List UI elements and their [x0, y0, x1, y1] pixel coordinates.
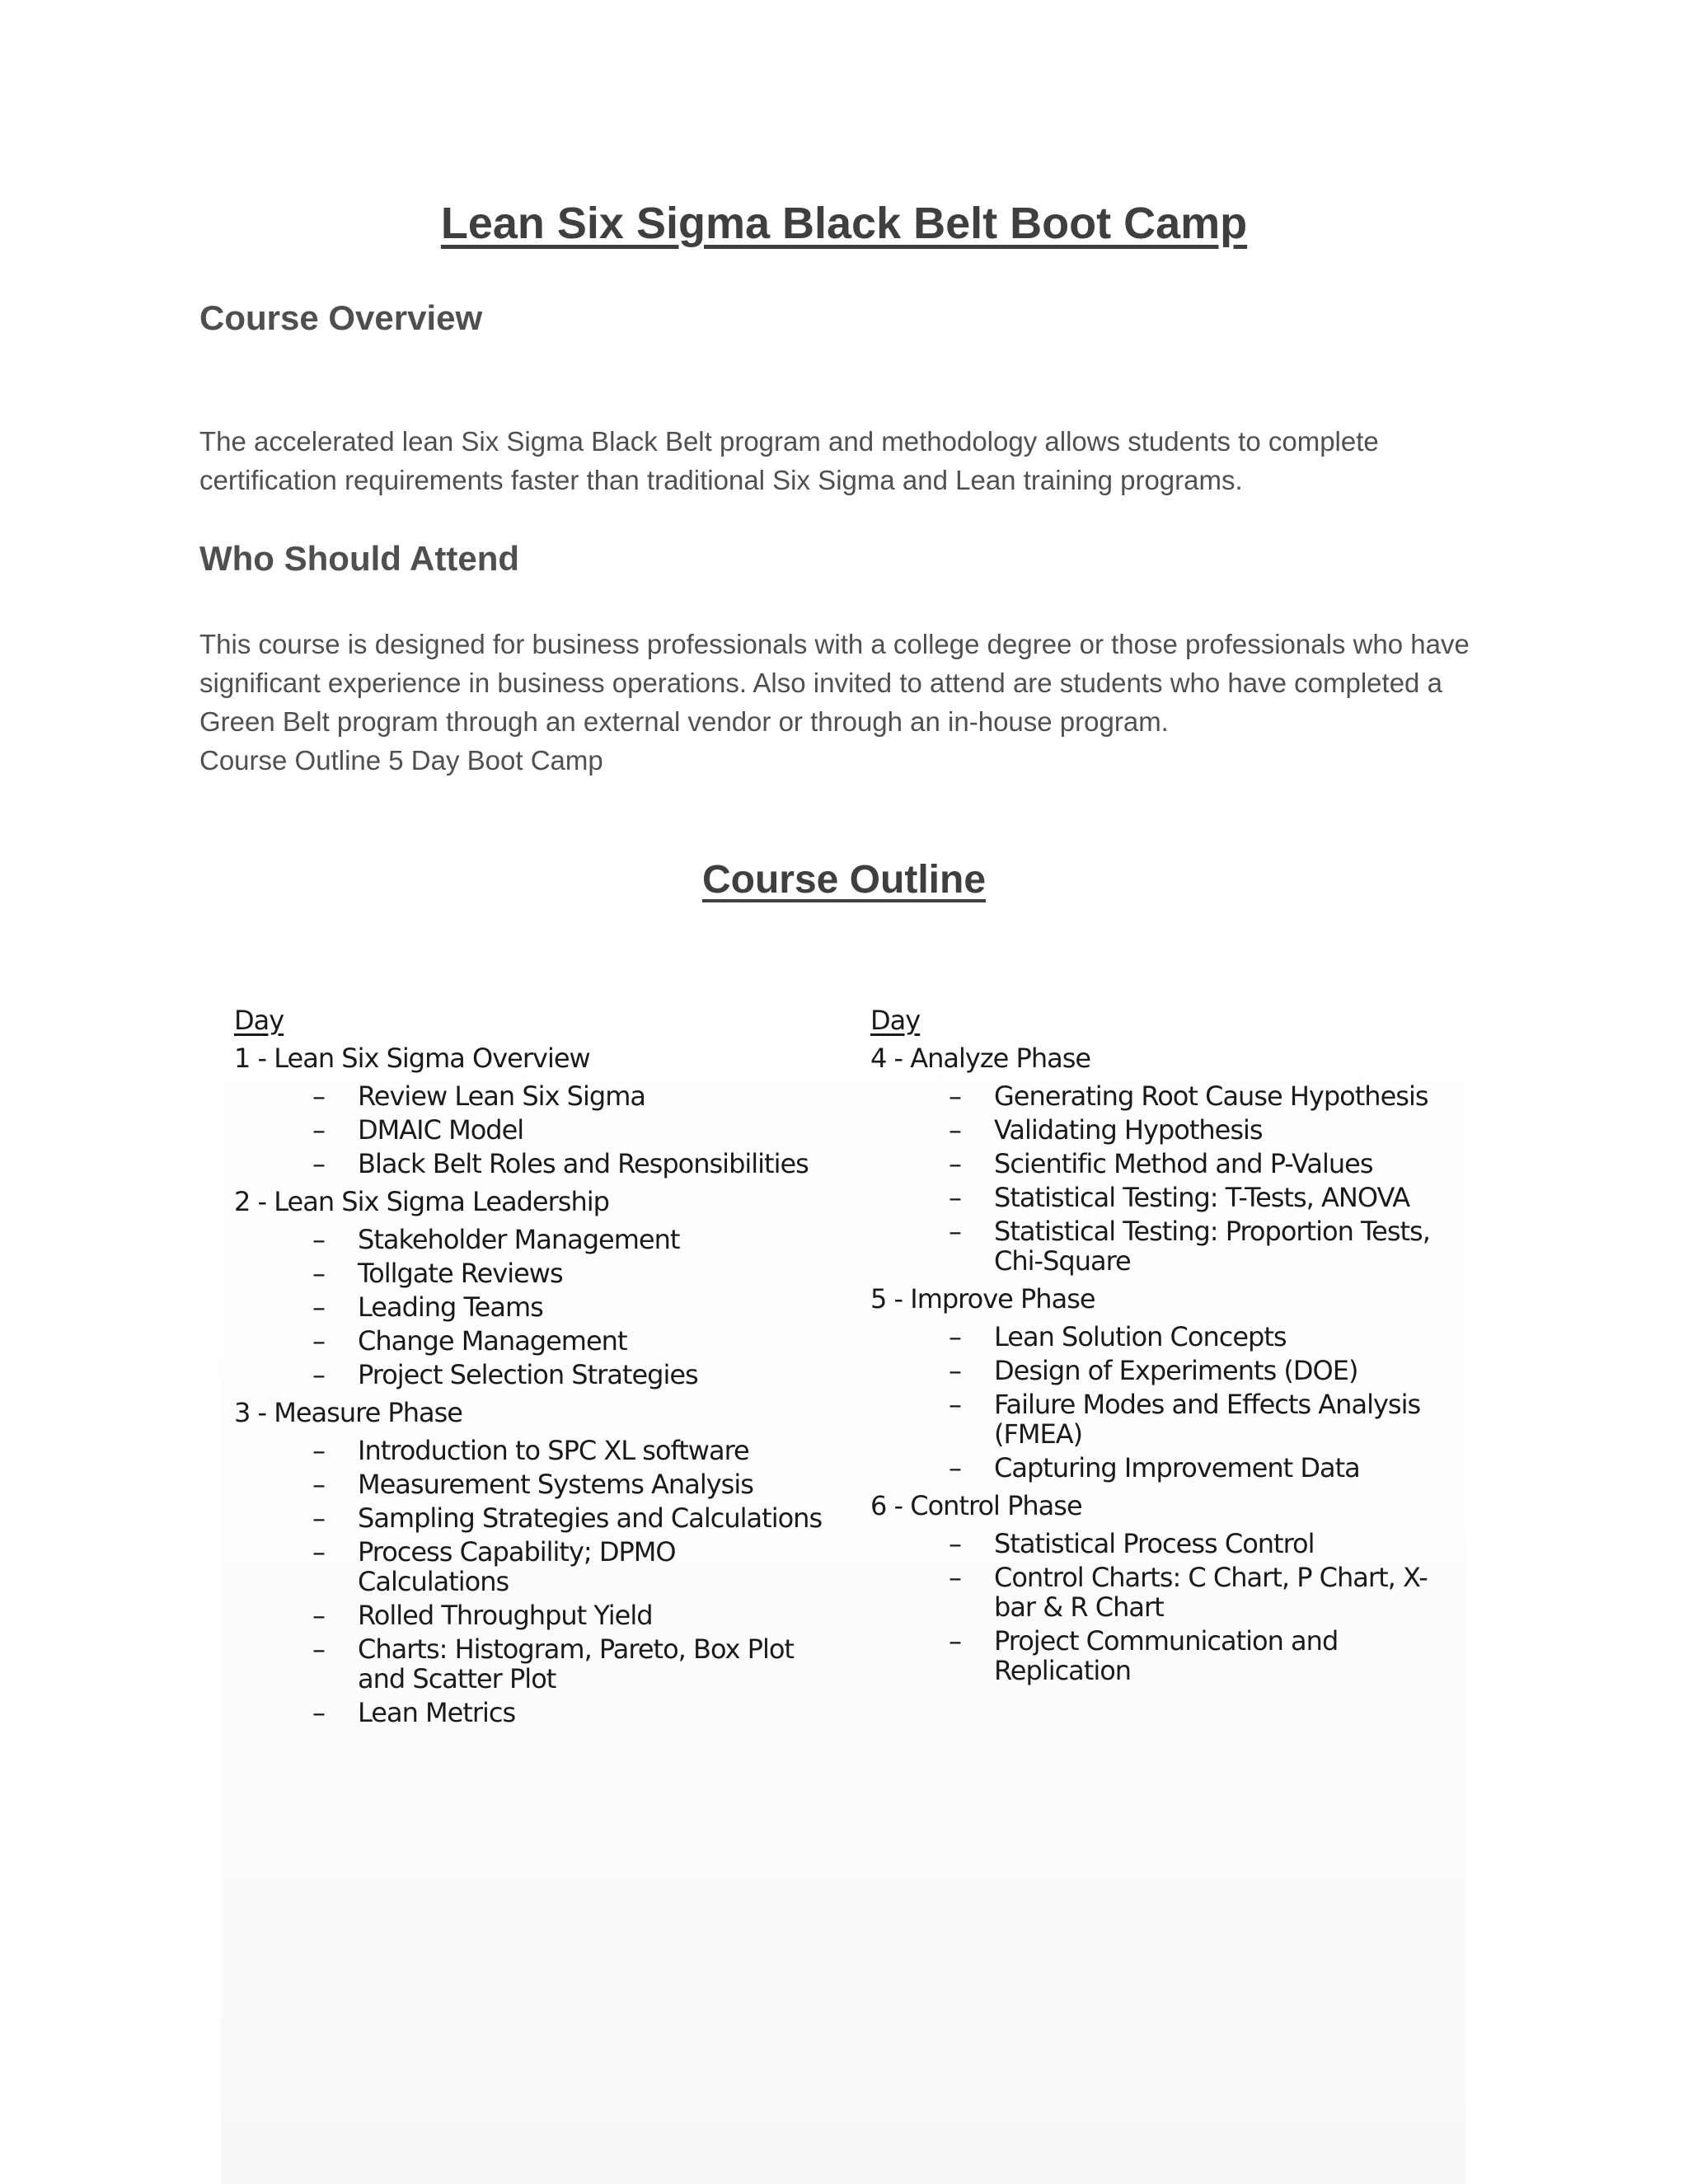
list-item-text: Failure Modes and Effects Analysis (FMEA)	[994, 1389, 1421, 1450]
list-item-text: Leading Teams	[358, 1291, 543, 1323]
list-item-text: Project Selection Strategies	[358, 1359, 698, 1390]
list-item-text: Tollgate Reviews	[358, 1258, 563, 1289]
day-2-heading: 2 - Lean Six Sigma Leadership	[234, 1186, 609, 1217]
dash-bullet: –	[312, 1148, 325, 1179]
list-item	[234, 1258, 844, 1288]
list-item	[870, 1390, 1464, 1449]
list-item	[234, 1292, 844, 1322]
dash-bullet: –	[949, 1216, 961, 1247]
list-item-text: Control Charts: C Chart, P Chart, X-bar & R Chart	[994, 1562, 1428, 1623]
course-overview-paragraph	[199, 422, 1518, 499]
dash-bullet: –	[949, 1355, 961, 1386]
day-column-label: Day	[234, 1005, 284, 1036]
list-item	[234, 1225, 844, 1254]
who-should-attend-paragraph	[199, 625, 1518, 780]
dash-bullet: –	[312, 1258, 325, 1289]
day-5-heading: 5 - Improve Phase	[870, 1283, 1095, 1315]
list-item-text: Process Capability; DPMO Calculations	[358, 1536, 676, 1597]
dash-bullet: –	[312, 1600, 325, 1631]
list-item	[234, 1436, 844, 1465]
list-item	[870, 1322, 1464, 1352]
course-overview-text: The accelerated lean Six Sigma Black Belt program and methodology allows students to complete certification requirements faster than traditional Six Sigma and Lean training programs.	[199, 426, 1379, 495]
dash-bullet: –	[312, 1325, 325, 1357]
list-item	[234, 1698, 844, 1727]
list-item	[870, 1183, 1464, 1212]
list-item	[234, 1469, 844, 1499]
dash-bullet: –	[312, 1435, 325, 1466]
dash-bullet: –	[312, 1469, 325, 1500]
list-item	[870, 1529, 1464, 1558]
outline-right-column	[870, 1001, 1464, 1690]
dash-bullet: –	[949, 1389, 961, 1420]
list-item	[870, 1453, 1464, 1483]
day-column-label: Day	[870, 1005, 921, 1036]
document-title: Lean Six Sigma Black Belt Boot Camp	[440, 199, 1248, 248]
course-overview-heading: Course Overview	[199, 298, 483, 337]
dash-bullet: –	[949, 1321, 961, 1352]
list-item	[234, 1115, 844, 1145]
dash-bullet: –	[312, 1291, 325, 1323]
dash-bullet: –	[949, 1148, 961, 1179]
dash-bullet: –	[312, 1114, 325, 1146]
list-item-text: Generating Root Cause Hypothesis	[994, 1080, 1428, 1112]
who-should-attend-text: This course is designed for business professionals with a college degree or those professionals who have significant experience in business operations. Also invited to attend are students who have completed a Green Belt program through an external vendor or through an in-house program.	[199, 629, 1470, 737]
dash-bullet: –	[949, 1182, 961, 1213]
dash-bullet: –	[949, 1080, 961, 1112]
dash-bullet: –	[949, 1452, 961, 1483]
list-item	[234, 1326, 844, 1356]
list-item-text: Change Management	[358, 1325, 627, 1357]
list-item	[870, 1626, 1464, 1685]
list-item-text: Review Lean Six Sigma	[358, 1080, 645, 1112]
day-3-heading: 3 - Measure Phase	[234, 1397, 462, 1428]
list-item-text: DMAIC Model	[358, 1114, 524, 1146]
list-item	[870, 1563, 1464, 1622]
course-outline-heading: Course Outline	[701, 858, 987, 902]
list-item-text: Statistical Testing: T-Tests, ANOVA	[994, 1182, 1410, 1213]
dash-bullet: –	[312, 1359, 325, 1390]
list-item-text: Design of Experiments (DOE)	[994, 1355, 1358, 1386]
list-item	[870, 1081, 1464, 1111]
list-item-text: Introduction to SPC XL software	[358, 1435, 749, 1466]
list-item	[234, 1537, 844, 1596]
dash-bullet: –	[949, 1528, 961, 1559]
list-item-text: Black Belt Roles and Responsibilities	[358, 1148, 809, 1179]
list-item-text: Lean Solution Concepts	[994, 1321, 1287, 1352]
list-item	[870, 1115, 1464, 1145]
dash-bullet: –	[312, 1224, 325, 1255]
list-item	[234, 1360, 844, 1390]
dash-bullet: –	[312, 1633, 325, 1665]
day-4-heading: 4 - Analyze Phase	[870, 1043, 1091, 1074]
list-item-text: Sampling Strategies and Calculations	[358, 1502, 823, 1534]
dash-bullet: –	[312, 1697, 325, 1728]
list-item-text: Charts: Histogram, Pareto, Box Plot and Scatter Plot	[358, 1633, 794, 1694]
list-item-text: Lean Metrics	[358, 1697, 516, 1728]
day-6-heading: 6 - Control Phase	[870, 1490, 1082, 1521]
list-item	[870, 1149, 1464, 1179]
list-item	[234, 1081, 844, 1111]
dash-bullet: –	[312, 1502, 325, 1534]
who-should-attend-heading: Who Should Attend	[199, 539, 520, 578]
list-item-text: Statistical Testing: Proportion Tests, Chi-Square	[994, 1216, 1430, 1277]
list-item-text: Capturing Improvement Data	[994, 1452, 1360, 1483]
list-item-text: Validating Hypothesis	[994, 1114, 1263, 1146]
list-item-text: Stakeholder Management	[358, 1224, 680, 1255]
dash-bullet: –	[949, 1562, 961, 1593]
list-item	[234, 1149, 844, 1179]
list-item	[870, 1216, 1464, 1276]
list-item-text: Rolled Throughput Yield	[358, 1600, 653, 1631]
dash-bullet: –	[312, 1080, 325, 1112]
course-outline-duration-text: Course Outline 5 Day Boot Camp	[199, 745, 603, 776]
day-1-heading: 1 - Lean Six Sigma Overview	[234, 1043, 590, 1074]
list-item	[234, 1503, 844, 1533]
list-item-text: Statistical Process Control	[994, 1528, 1315, 1559]
dash-bullet: –	[312, 1536, 325, 1568]
dash-bullet: –	[949, 1114, 961, 1146]
outline-left-column	[234, 1001, 844, 1732]
dash-bullet: –	[949, 1625, 961, 1657]
list-item-text: Scientific Method and P-Values	[994, 1148, 1373, 1179]
list-item	[234, 1634, 844, 1694]
list-item	[234, 1601, 844, 1630]
list-item	[870, 1356, 1464, 1385]
list-item-text: Project Communication and Replication	[994, 1625, 1339, 1686]
list-item-text: Measurement Systems Analysis	[358, 1469, 753, 1500]
